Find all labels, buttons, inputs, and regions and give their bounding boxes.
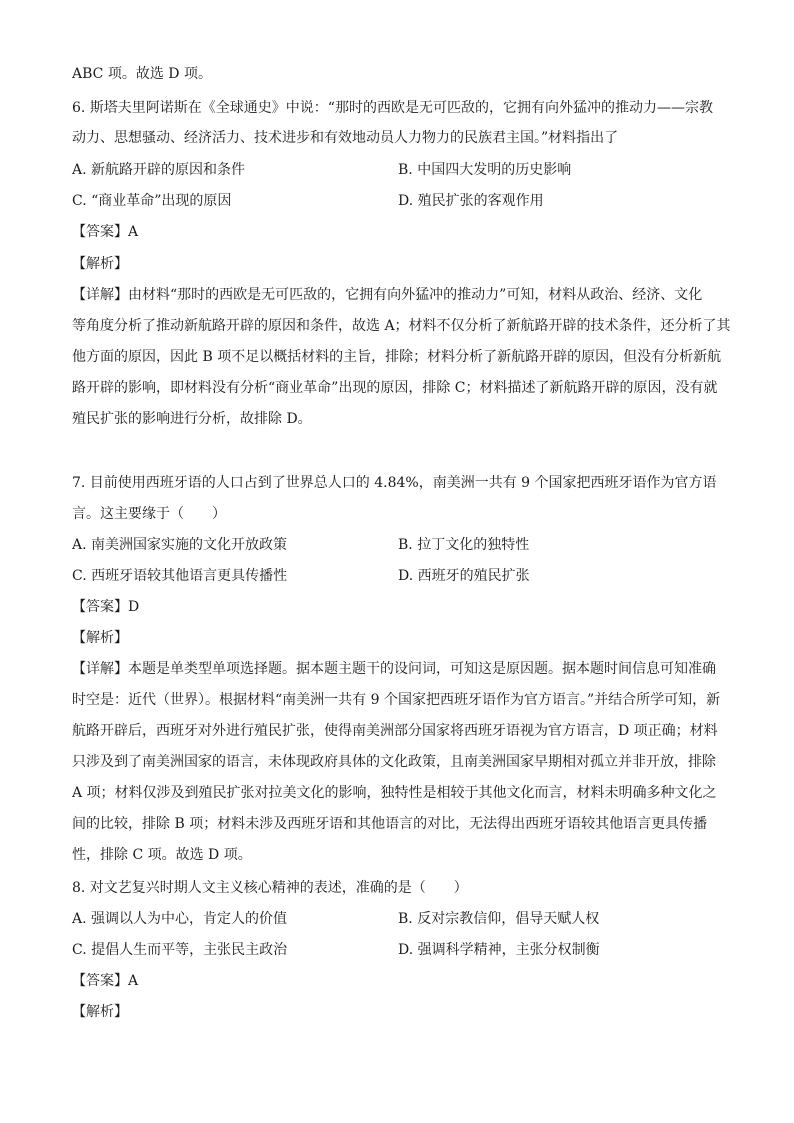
q8-stem-line-1: 8. 对文艺复兴时期人文主义核心精神的表述，准确的是（ ） xyxy=(72,880,468,896)
q7-detail-line-6: 间的比较，排除 B 项；材料未涉及西班牙语和其他语言的对比，无法得出西班牙语较其他语言更具传播 xyxy=(72,816,708,832)
q6-stem-line-1: 6. 斯塔夫里阿诺斯在《全球通史》中说：“那时的西欧是无可匹敌的，它拥有向外猛冲的推动力——宗教 xyxy=(72,100,713,116)
q7-answer: 【答案】D xyxy=(72,599,140,615)
q6-analysis-heading: 【解析】 xyxy=(72,256,128,272)
q8-option-c: C. 提倡人生而平等，主张民主政治 xyxy=(72,942,288,958)
q7-stem-line-1: 7. 目前使用西班牙语的人口占到了世界总人口的 4.84%，南美洲一共有 9 个国家把西班牙语作为官方语 xyxy=(72,475,717,491)
q6-answer: 【答案】A xyxy=(72,224,139,240)
q6-detail-line-4: 路开辟的影响，即材料没有分析“商业革命”出现的原因，排除 C；材料描述了新航路开辟的原因，没有就 xyxy=(72,380,718,396)
q7-option-d: D. 西班牙的殖民扩张 xyxy=(398,568,530,584)
q7-detail-line-1: 【详解】本题是单类型单项选择题。据本题主题干的设问词，可知这是原因题。据本题时间信息可知准确 xyxy=(72,661,716,677)
q8-option-d: D. 强调科学精神，主张分权制衡 xyxy=(398,942,600,958)
q6-option-c: C. “商业革命”出现的原因 xyxy=(72,193,232,209)
q8-option-b: B. 反对宗教信仰，倡导天赋人权 xyxy=(398,911,600,927)
q6-detail-line-2: 等角度分析了推动新航路开辟的原因和条件，故选 A；材料不仅分析了新航路开辟的技术条件，还分析了其 xyxy=(72,318,731,334)
q7-detail-line-3: 航路开辟后，西班牙对外进行殖民扩张，使得南美洲部分国家将西班牙语视为官方语言，D 项正确；材料 xyxy=(72,723,718,739)
q7-stem-line-2: 言。这主要缘于（ ） xyxy=(72,506,226,522)
q6-detail-line-3: 他方面的原因，因此 B 项不足以概括材料的主旨，排除；材料分析了新航路开辟的原因，但没有分析新航 xyxy=(72,349,722,365)
q7-detail-line-4: 只涉及到了南美洲国家的语言，未体现政府具体的文化政策，且南美洲国家早期相对孤立并非开放，排除 xyxy=(72,754,716,770)
q7-analysis-heading: 【解析】 xyxy=(72,630,128,646)
q6-stem-line-2: 动力、思想骚动、经济活力、技术进步和有效地动员人力物力的民族君主国。”材料指出了 xyxy=(72,130,619,146)
q7-option-b: B. 拉丁文化的独特性 xyxy=(398,537,530,553)
q7-option-a: A. 南美洲国家实施的文化开放政策 xyxy=(72,537,288,553)
q8-analysis-heading: 【解析】 xyxy=(72,1004,128,1020)
q7-detail-line-2: 时空是：近代（世界）。根据材料“南美洲一共有 9 个国家把西班牙语作为官方语言。”并结合所学可知，新 xyxy=(72,692,721,708)
q6-detail-line-5: 殖民扩张的影响进行分析，故排除 D。 xyxy=(72,411,312,427)
q6-option-a: A. 新航路开辟的原因和条件 xyxy=(72,162,246,178)
q6-option-d: D. 殖民扩张的客观作用 xyxy=(398,193,544,209)
q7-detail-line-7: 性，排除 C 项。故选 D 项。 xyxy=(72,847,252,863)
q7-detail-line-5: A 项；材料仅涉及到殖民扩张对拉美文化的影响，独特性是相较于其他文化而言，材料未明确多种文化之 xyxy=(72,785,717,801)
q8-answer: 【答案】A xyxy=(72,973,139,989)
q6-detail-line-1: 【详解】由材料“那时的西欧是无可匹敌的，它拥有向外猛冲的推动力”可知，材料从政治、经济、文化 xyxy=(72,287,703,303)
q6-option-b: B. 中国四大发明的历史影响 xyxy=(398,162,572,178)
previous-answer-tail: ABC 项。故选 D 项。 xyxy=(72,66,212,82)
q8-option-a: A. 强调以人为中心，肯定人的价值 xyxy=(72,911,288,927)
q7-option-c: C. 西班牙语较其他语言更具传播性 xyxy=(72,568,288,584)
